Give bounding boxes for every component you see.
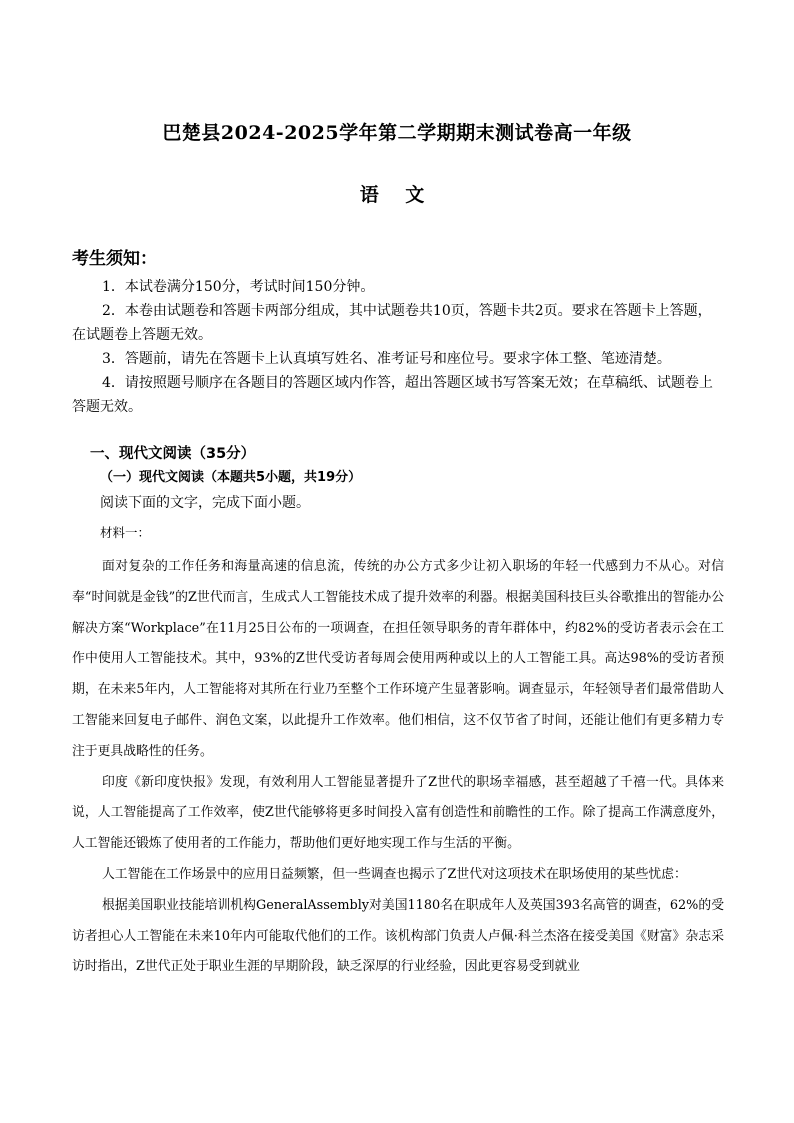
notice-item: 2．本卷由试题卷和答题卡两部分组成，其中试题卷共10页，答题卡共2页。要求在答题卡上答题，在试题卷上答题无效。 [72, 303, 712, 343]
notice-heading: 考生须知： [72, 249, 157, 269]
notice-item: 3．答题前，请先在答题卡上认真填写姓名、准考证号和座位号。要求字体工整、笔迹清楚。 [102, 351, 671, 367]
section-subtitle: （一）现代文阅读（本题共5小题，共19分） [100, 470, 362, 485]
passage-paragraph: 面对复杂的工作任务和海量高速的信息流，传统的办公方式多少让初入职场的年轻一代感到力不从心。对信奉“时间就是金钱”的Z世代而言，生成式人工智能技术成了提升效率的利器。根据美国科技巨头谷歌推出的智能办公解决方案“Workplace”在11月25日公布的一项调查，在担任领导职务的青年群体中，约82%的受访者表示会在工作中使用人工智能技术。其中，93%的Z世代受访者每周会使用两种或以上的人工智能工具。高达98%的受访者预期，在未来5年内，人工智能将对其所在行业乃至整个工作环境产生显著影响。调查显示，年轻领导者们最常借助人工智能来回复电子邮件、润色文案，以此提升工作效率。他们相信，这不仅节省了时间，还能让他们有更多精力专注于更具战略性的任务。 [72, 559, 724, 759]
notice-item: 1．本试卷满分150分，考试时间150分钟。 [102, 279, 375, 295]
section-instruction: 阅读下面的文字，完成下面小题。 [100, 495, 310, 511]
material-label: 材料一： [100, 525, 151, 540]
passage-paragraph: 印度《新印度快报》发现，有效利用人工智能显著提升了Z世代的职场幸福感，甚至超越了千禧一代。具体来说，人工智能提高了工作效率，使Z世代能够将更多时间投入富有创造性和前瞻性的工作。除了提高工作满意度外，人工智能还锻炼了使用者的工作能力，帮助他们更好地实现工作与生活的平衡。 [72, 774, 724, 852]
reading-passage [72, 552, 724, 983]
notice-list [72, 275, 724, 419]
subject-title: 语 文 [359, 184, 435, 206]
section-title: 一、现代文阅读（35分） [90, 446, 256, 462]
exam-title: 巴楚县2024-2025学年第二学期期末测试卷高一年级 [162, 122, 632, 144]
passage-paragraph: 人工智能在工作场景中的应用日益频繁，但一些调查也揭示了Z世代对这项技术在职场使用的某些忧虑： [102, 866, 687, 882]
notice-item: 4．请按照题号顺序在各题目的答题区域内作答，超出答题区域书写答案无效；在草稿纸、试题卷上答题无效。 [72, 375, 713, 415]
passage-paragraph: 根据美国职业技能培训机构GeneralAssembly对美国1180名在职成年人及英国393名高管的调查，62%的受访者担心人工智能在未来10年内可能取代他们的工作。该机构部门负责人卢佩·科兰杰洛在接受美国《财富》杂志采访时指出，Z世代正处于职业生涯的早期阶段，缺乏深厚的行业经验，因此更容易受到就业 [72, 897, 724, 975]
